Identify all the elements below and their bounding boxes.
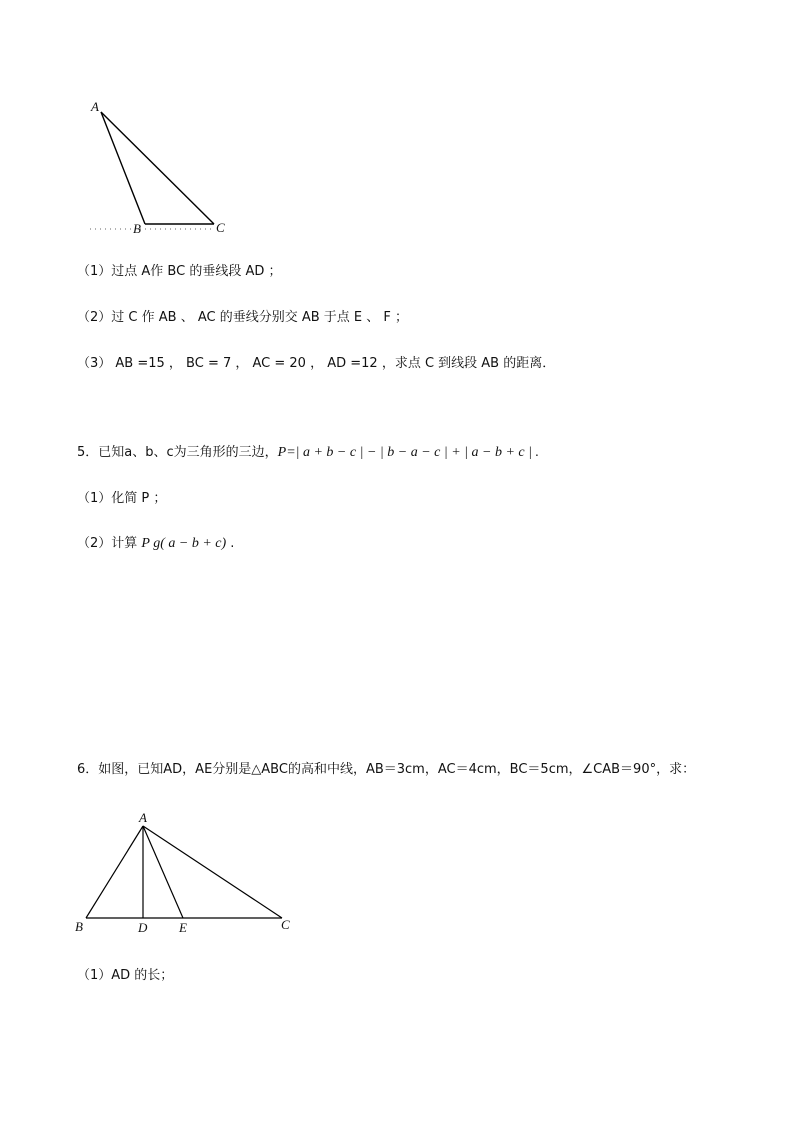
label-a: A [139, 810, 147, 825]
problem4-question2: （2）过 C 作 AB 、 AC 的垂线分别交 AB 于点 E 、 F ； [77, 310, 408, 325]
problem4-question3: （3） AB =15 ， BC = 7 ， AC = 20 ， AD =12 ，求点 C 到线段 AB 的距离． [77, 356, 556, 371]
problem5-q2-prefix: （2）计算 [77, 536, 142, 551]
problem5-stem-text: 5．已知a、b、c为三角形的三边， [77, 445, 278, 460]
problem5-q2-suffix: . [226, 536, 235, 551]
label-b: B [133, 221, 141, 236]
problem5-q2-math: P g( a − b + c) [141, 536, 227, 551]
label-c: C [281, 917, 290, 932]
problem4-question1: （1）过点 A作 BC 的垂线段 AD ； [77, 264, 282, 279]
problem5-question1: （1）化简 P ； [77, 491, 167, 506]
label-e: E [179, 920, 187, 935]
label-a: A [91, 99, 99, 114]
problem5-formula: P=| a + b − c | − | b − a − c | + | a − b + c | . [277, 445, 539, 460]
problem6-question1: （1）AD 的长； [77, 968, 174, 983]
label-c: C [216, 220, 225, 235]
side-ac [143, 826, 282, 918]
problem6-stem: 6．如图，已知AD，AE分别是△ABC的高和中线，AB＝3cm，AC＝4cm，BC＝5cm，∠CAB＝90°，求： [77, 762, 696, 777]
side-ab [86, 826, 143, 918]
label-d: D [138, 920, 148, 935]
label-b: B [75, 919, 83, 934]
